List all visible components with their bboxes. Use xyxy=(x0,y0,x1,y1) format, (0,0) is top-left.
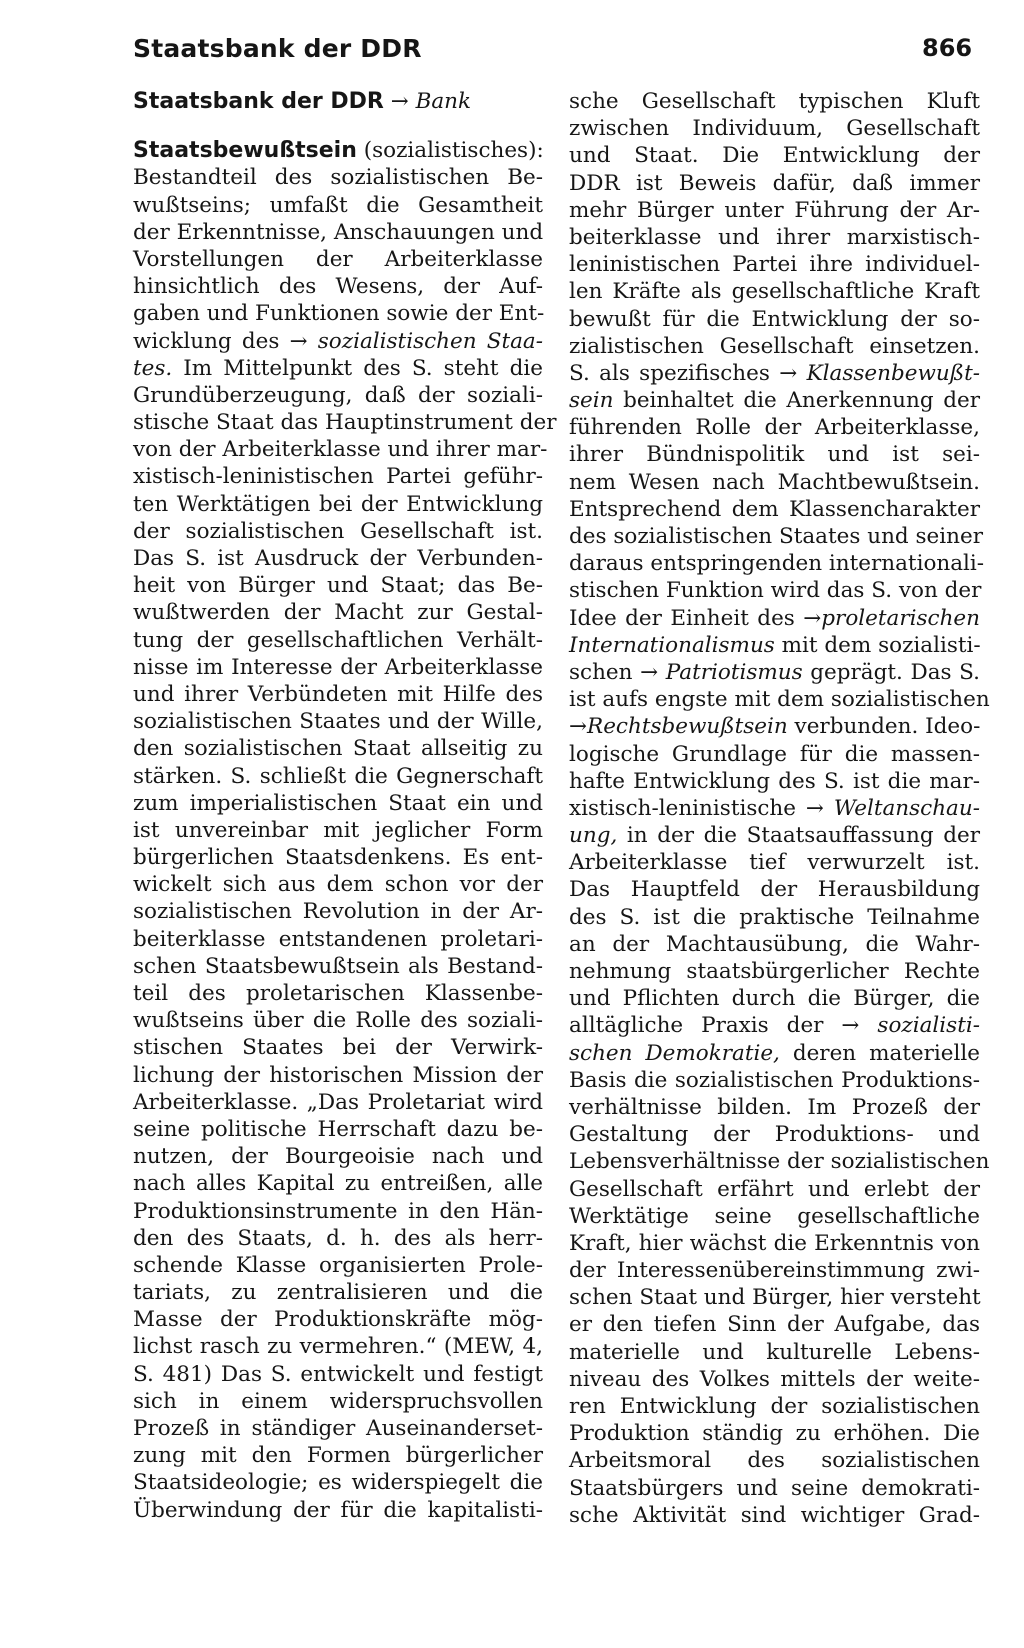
text-line: ist aufs engste mit dem sozialistischen xyxy=(569,687,990,713)
column-right xyxy=(569,88,990,1529)
text-line: teil des proletarischen Klassenbe- xyxy=(133,981,543,1006)
right-arrow-icon: → xyxy=(803,605,822,631)
text-line: und Pflichten durch die Bürger, die xyxy=(569,986,980,1012)
text-line: Überwindung der für die kapitalisti- xyxy=(133,1497,543,1523)
cross-reference-proletarischer-internationalismus[interactable]: proletarischen xyxy=(821,605,980,631)
text-line: Arbeitsmoral des sozialistischen xyxy=(569,1448,980,1474)
text-line: des sozialistischen Staates und seiner xyxy=(569,524,983,549)
text-line: Arbeiterklasse. „Das Proletariat wird xyxy=(133,1089,543,1115)
text-line: logische Grundlage für die massen- xyxy=(569,741,980,767)
headword-staatsbank: Staatsbank der DDR xyxy=(133,89,384,114)
cross-reference-proletarischer-internationalismus-cont[interactable]: Internationalismus xyxy=(569,632,775,658)
text-line: und ihrer Verbündeten mit Hilfe des xyxy=(133,681,543,707)
text-line: zung mit den Formen bürgerlicher xyxy=(133,1443,543,1469)
text-line: Grundüberzeugung, daß der soziali- xyxy=(133,382,543,408)
text-line: DDR ist Beweis dafür, daß immer xyxy=(569,170,980,196)
running-head: Staatsbank der DDR xyxy=(133,34,422,63)
text-line: beiterklasse und ihrer marxistisch- xyxy=(569,224,980,250)
text-line: Idee der Einheit des →proletarischen xyxy=(569,605,980,631)
text-line: materielle und kulturelle Lebens- xyxy=(569,1339,980,1365)
text-line: wußtwerden der Macht zur Gestal- xyxy=(133,600,543,626)
text-line: wicklung des → sozialistischen Staa- xyxy=(133,328,544,354)
text-line: Das S. ist Ausdruck der Verbunden- xyxy=(133,546,543,571)
cross-reference-sozialistischer-staat[interactable]: sozialistischen Staa- xyxy=(317,328,544,354)
text-line: gaben und Funktionen sowie der Ent- xyxy=(133,301,545,327)
text-line: xistisch-leninistischen Partei geführ- xyxy=(133,464,543,490)
text-line: len Kräfte als gesellschaftliche Kraft xyxy=(569,279,980,305)
text-line: Produktionsinstrumente in den Hän- xyxy=(133,1198,543,1224)
text-line: der Erkenntnisse, Anschauungen und xyxy=(133,219,544,245)
right-arrow-icon: → xyxy=(569,714,588,740)
text-line: schen Staat und Bürger, hier versteht xyxy=(569,1285,981,1311)
text-line: ten Werktätigen bei der Entwicklung xyxy=(133,491,543,517)
text-line: Bestandteil des sozialistischen Be- xyxy=(133,165,543,191)
text-line: ihrer Bündnispolitik und ist sei- xyxy=(569,442,980,468)
text-line: Vorstellungen der Arbeiterklasse xyxy=(133,246,543,272)
cross-reference-rechtsbewusstsein[interactable]: Rechtsbewußtsein xyxy=(587,714,788,740)
text-line: stärken. S. schließt die Gegnerschaft xyxy=(133,763,543,789)
text-line: Gestaltung der Produktions- und xyxy=(569,1122,980,1148)
text-line: nehmung staatsbürgerlicher Rechte xyxy=(569,959,980,984)
text-line: schende Klasse organisierten Prole- xyxy=(133,1252,543,1278)
text-line: Basis die sozialistischen Produktions- xyxy=(569,1067,980,1093)
right-arrow-icon: → xyxy=(841,1013,878,1039)
text-line: wickelt sich aus dem schon vor der xyxy=(133,872,543,898)
text-line: ung, in der die Staatsauffassung der xyxy=(569,823,980,849)
text-line: Werktätige seine gesellschaftliche xyxy=(569,1203,980,1229)
text-line: zwischen Individuum, Gesellschaft xyxy=(569,116,980,142)
text-line: daraus entspringenden internationali- xyxy=(569,551,985,577)
text-line: lichung der historischen Mission der xyxy=(133,1062,543,1088)
text-line: tung der gesellschaftlichen Verhält- xyxy=(133,627,543,653)
text-line: den sozialistischen Staat allseitig zu xyxy=(133,736,543,762)
text-line: Das Hauptfeld der Herausbildung xyxy=(569,877,980,903)
text-line: niveau des Volkes mittels der weite- xyxy=(569,1366,980,1392)
text-line: nach alles Kapital zu entreißen, alle xyxy=(133,1171,543,1197)
text-line: xistisch-leninistische → Weltanschau- xyxy=(569,795,980,821)
text-line: sein beinhaltet die Anerkennung der xyxy=(569,388,980,414)
text-line: nutzen, der Bourgeoisie nach und xyxy=(133,1144,543,1170)
text-line: lichst rasch zu vermehren.“ (MEW, 4, xyxy=(133,1334,543,1360)
text-line: Masse der Produktionskräfte mög- xyxy=(133,1307,543,1333)
text-line: stischen Funktion wird das S. von der xyxy=(569,578,982,604)
text-line: Kraft, hier wächst die Erkenntnis von xyxy=(569,1230,980,1256)
text-line: Gesellschaft erfährt und erlebt der xyxy=(569,1176,980,1202)
text-line: schen → Patriotismus geprägt. Das S. xyxy=(569,659,980,685)
text-line: führenden Rolle der Arbeiterklasse, xyxy=(569,415,980,441)
right-arrow-icon: → xyxy=(390,89,409,114)
text-line: tes. Im Mittelpunkt des S. steht die xyxy=(133,355,543,381)
headword-staatsbewusstsein: Staatsbewußtsein xyxy=(133,138,357,164)
right-arrow-icon: → xyxy=(779,360,807,386)
text-line: nisse im Interesse der Arbeiterklasse xyxy=(133,654,543,680)
entry-staatsbewusstsein xyxy=(133,137,557,1524)
text-line: er den tiefen Sinn der Aufgabe, das xyxy=(569,1312,980,1338)
cross-reference-weltanschauung[interactable]: Weltanschau- xyxy=(833,795,980,821)
text-line: Lebensverhältnisse der sozialistischen xyxy=(569,1149,990,1175)
text-line: und Staat. Die Entwicklung der xyxy=(569,143,980,169)
text-line: bewußt für die Entwicklung der so- xyxy=(569,306,980,332)
entry-heading-staatsbank xyxy=(133,88,543,115)
text-line: schen Demokratie, deren materielle xyxy=(569,1040,980,1066)
cross-reference-sozialistische-demokratie[interactable]: sozialisti- xyxy=(877,1013,980,1039)
text-line: Entsprechend dem Klassencharakter xyxy=(569,496,980,522)
right-arrow-icon: → xyxy=(805,795,834,821)
text-line: →Rechtsbewußtsein verbunden. Ideo- xyxy=(569,714,981,740)
text-line: S. als spezifisches → Klassenbewußt- xyxy=(569,360,980,386)
cross-reference-klassenbewusstsein[interactable]: Klassenbewußt- xyxy=(806,360,980,386)
cross-reference-klassenbewusstsein-cont[interactable]: sein xyxy=(569,388,614,414)
cross-reference-weltanschauung-cont[interactable]: ung, xyxy=(569,823,618,849)
text-line: an der Machtausübung, die Wahr- xyxy=(569,931,980,957)
text-line: S. 481) Das S. entwickelt und festigt xyxy=(133,1361,543,1387)
text-line: alltägliche Praxis der → sozialisti- xyxy=(569,1013,980,1039)
text-line: sich in einem widerspruchsvollen xyxy=(133,1388,543,1414)
cross-reference-sozialistischer-staat-cont[interactable]: tes. xyxy=(133,355,173,381)
text-line: wußtseins; umfaßt die Gesamtheit xyxy=(133,192,543,218)
text-line: Staatsideologie; es widerspiegelt die xyxy=(133,1470,543,1496)
text-line: sozialistischen Revolution in der Ar- xyxy=(133,899,543,925)
text-line: Internationalismus mit dem sozialisti- xyxy=(569,632,981,658)
text-line: verhältnisse bilden. Im Prozeß der xyxy=(569,1094,980,1120)
text-line: ist unvereinbar mit jeglicher Form xyxy=(133,817,543,843)
text-line: der sozialistischen Gesellschaft ist. xyxy=(133,518,543,544)
text-line: schen Staatsbewußtsein als Bestand- xyxy=(133,953,543,979)
text-line: der Interessenübereinstimmung zwi- xyxy=(569,1258,980,1284)
page-number: 866 xyxy=(922,34,973,62)
cross-reference-sozialistische-demokratie-cont[interactable]: schen Demokratie, xyxy=(569,1040,780,1066)
text-line: hinsichtlich des Wesens, der Auf- xyxy=(133,274,543,300)
right-arrow-icon: → xyxy=(289,328,318,354)
text-line: Produktion ständig zu erhöhen. Die xyxy=(569,1421,980,1447)
text-line: zialistischen Gesellschaft einsetzen. xyxy=(569,333,980,359)
entry-spacer xyxy=(133,115,543,137)
text-line: hafte Entwicklung des S. ist die mar- xyxy=(569,768,980,794)
text-line: sozialistischen Staates und der Wille, xyxy=(133,709,543,735)
text-line: von der Arbeiterklasse und ihrer mar- xyxy=(133,437,548,463)
text-line: Staatsbewußtsein (sozialistisches): xyxy=(133,138,544,164)
text-line: Staatsbürgers und seine demokrati- xyxy=(569,1475,980,1501)
text-line: mehr Bürger unter Führung der Ar- xyxy=(569,197,980,223)
text-line: wußtseins über die Rolle des soziali- xyxy=(133,1008,543,1034)
text-line: Prozeß in ständiger Auseinanderset- xyxy=(133,1416,543,1441)
text-line: stischen Staates bei der Verwirk- xyxy=(133,1035,543,1061)
cross-reference-bank[interactable]: Bank xyxy=(415,89,472,114)
text-line: zum imperialistischen Staat ein und xyxy=(133,790,543,816)
text-line: bürgerlichen Staatsdenkens. Es ent- xyxy=(133,845,543,871)
text-line: tariats, zu zentralisieren und die xyxy=(133,1280,543,1306)
text-line: stische Staat das Hauptinstrument der xyxy=(133,410,557,436)
text-line: des S. ist die praktische Teilnahme xyxy=(569,904,980,930)
text-line: beiterklasse entstandenen proletari- xyxy=(133,926,543,952)
text-line: heit von Bürger und Staat; das Be- xyxy=(133,573,543,599)
cross-reference-patriotismus[interactable]: Patriotismus xyxy=(665,659,803,685)
column-left xyxy=(133,88,557,1524)
text-line: Arbeiterklasse tief verwurzelt ist. xyxy=(569,850,980,876)
text-line: leninistischen Partei ihre individuel- xyxy=(569,252,980,278)
text-line: seine politische Herrschaft dazu be- xyxy=(133,1116,543,1142)
text-line: nem Wesen nach Machtbewußtsein. xyxy=(569,469,980,495)
text-line: sche Aktivität sind wichtiger Grad- xyxy=(569,1502,980,1528)
text-line: ren Entwicklung der sozialistischen xyxy=(569,1394,980,1419)
text-line: sche Gesellschaft typischen Kluft xyxy=(569,89,980,114)
text-line: den des Staats, d. h. des als herr- xyxy=(133,1225,543,1251)
right-arrow-icon: → xyxy=(640,659,666,685)
